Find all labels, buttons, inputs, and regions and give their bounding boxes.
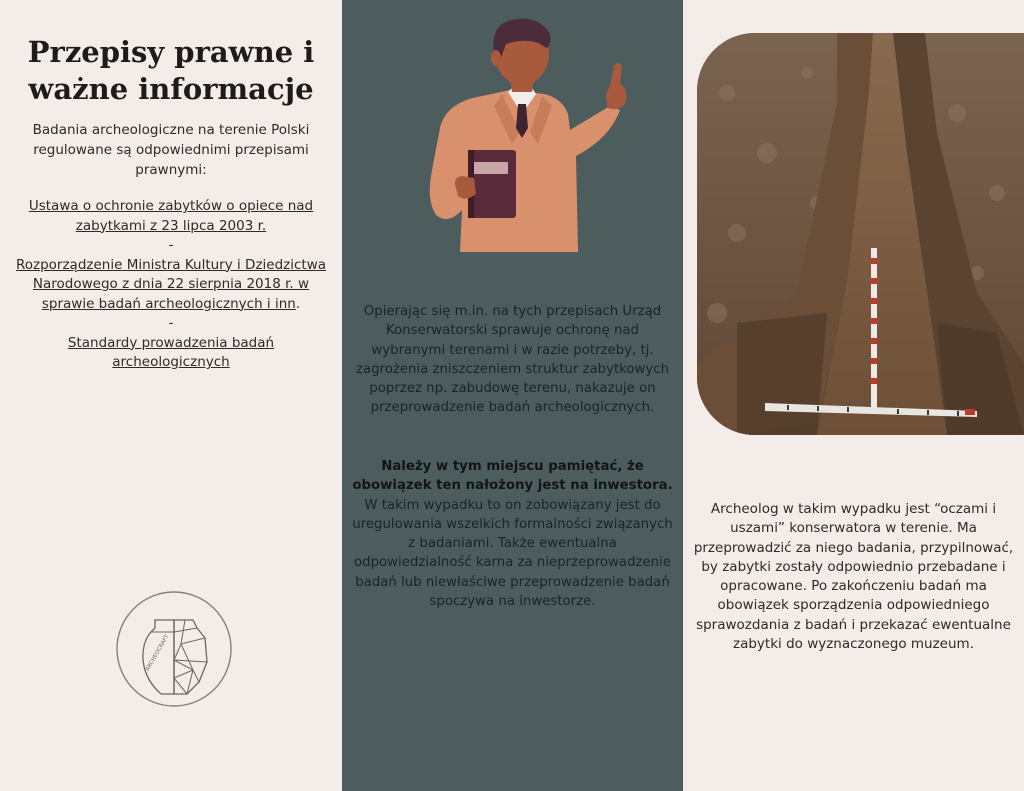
law-separator: - <box>168 315 174 331</box>
middle-paragraph-2-rest: W takim wypadku to on zobowiązany jest do uregulowania wszelkich formalności związanych z badaniami. Także ewentualna odpowiedzialność karna za nieprzeprowadzenie badań lub niewłaściwe przeprowadzenie badań spoczywa na inwestorze. <box>352 497 673 610</box>
vessel-logo-icon <box>115 590 233 708</box>
teacher-illustration-icon <box>382 10 662 255</box>
law-link-standardy[interactable]: Standardy prowadzenia badań archeologicznych <box>67 334 275 370</box>
page-title: Przepisy prawne i ważne informacje <box>27 35 315 106</box>
middle-panel <box>342 0 683 791</box>
left-panel <box>0 0 342 791</box>
law-separator: - <box>168 237 174 253</box>
excavation-trench-image <box>697 33 1024 435</box>
right-paragraph: Archeolog w takim wypadku jest “oczami i uszami” konserwatora w terenie. Ma przeprowadzić za niego badania, przypilnować, by zabytki zostały odpowiednio przebadane i opracowane. Po zakończeniu badań ma obowiązek sporządzenia odpowiedniego sprawozdania z badań i przekazać ewentualne zabytki do wyznaczonego muzeum. <box>693 501 1014 653</box>
logo-text: ARCHEOCRAFT <box>144 633 171 673</box>
excavation-photo <box>697 33 1024 435</box>
law-link-ustawa[interactable]: Ustawa o ochronie zabytków o opiece nad zabytkami z 23 lipca 2003 r. <box>28 198 314 234</box>
intro-text: Badania archeologiczne na terenie Polski regulowane są odpowiednimi przepisami prawnymi: <box>32 122 310 178</box>
middle-paragraph-1: Opierając się m.in. na tych przepisach Urząd Konserwatorski sprawuje ochronę nad wybranymi terenami i w razie potrzeby, tj. zagrożenia zniszczeniem struktur zabytkowych poprzez np. zabudowę terenu, nakazuje on przeprowadzenie badań archeologicznych. <box>355 304 670 416</box>
law-suffix: . <box>295 295 301 312</box>
middle-paragraph-2-bold: Należy w tym miejscu pamiętać, że obowiązek ten nałożony jest na inwestora. <box>352 459 673 494</box>
law-list <box>14 197 328 373</box>
law-link-rozporzadzenie[interactable]: Rozporządzenie Ministra Kultury i Dziedzictwa Narodowego z dnia 22 sierpnia 2018 r. w sprawie badań archeologicznych i inn <box>15 256 327 312</box>
middle-paragraph-2 <box>352 457 673 611</box>
right-panel <box>683 0 1024 791</box>
